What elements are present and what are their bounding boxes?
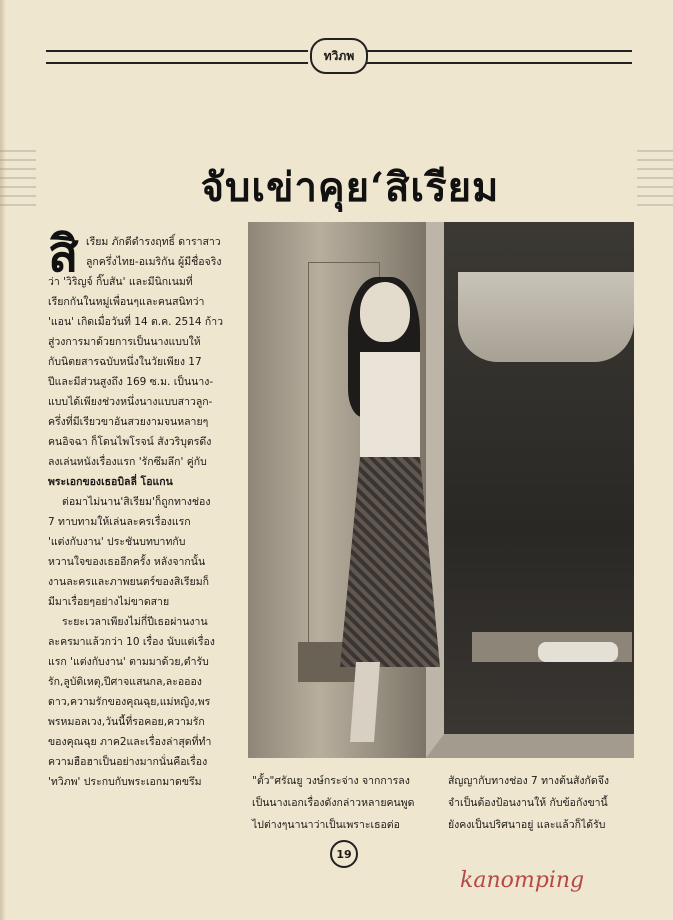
body-line: ปีและมีส่วนสูงถึง 169 ซ.ม. เป็นนาง- <box>48 376 214 388</box>
body-line: แรก 'แต่งกับงาน' ตามมาด้วย,ตำรับ <box>48 656 209 668</box>
article-headline: จับเข่าคุย‘สิเรียม <box>200 164 500 211</box>
body-line: มีมาเรื่อยๆอย่างไม่ขาดสาย <box>48 596 170 608</box>
photo-figure-top <box>360 352 420 462</box>
photo-figure-face <box>360 282 410 342</box>
watermark: kanomping <box>460 868 585 893</box>
continued-text-column-a <box>252 770 442 836</box>
body-line: หวานใจของเธออีกครั้ง หลังจากนั้น <box>48 556 206 568</box>
text-line: "ตั้ว"ศรัณยู วงษ์กระจ่าง จากการลง <box>252 775 410 787</box>
body-line: พรหมอลเวง,วันนี้ที่รอคอย,ความรัก <box>48 716 205 728</box>
body-line: พระเอกของเธอบิลลี่ โอแกน <box>48 476 173 488</box>
body-line: ครึ่งที่มีเรียวขาอันสวยงามจนหลายๆ <box>48 416 209 428</box>
header-rule-right <box>366 50 632 64</box>
body-line: รัก,ลูบัติเหตุ,ปีศาจแสนกล,ละอออง <box>48 676 202 688</box>
text-line: สัญญากับทางช่อง 7 ทางต้นสังกัดจึง <box>448 775 610 787</box>
page-number: 19 <box>330 840 358 868</box>
body-line: ลงเล่นหนังเรื่องแรก 'รักซึมลึก' คู่กับ <box>48 456 207 468</box>
body-line: ความฮือฮาเป็นอย่างมากนั่นคือเรื่อง <box>48 756 208 768</box>
photo-pillow <box>538 642 618 662</box>
body-line: ของคุณฉุย ภาค2และเรื่องล่าสุดที่ทำ <box>48 736 212 748</box>
article-body-column <box>48 232 244 792</box>
body-line: 'แอน' เกิดเมื่อวันที่ 14 ต.ค. 2514 ก้าว <box>48 316 224 328</box>
drop-cap: สิ <box>48 224 79 283</box>
article-photo <box>248 222 634 758</box>
body-line: 7 ทาบทามให้เล่นละครเรื่องแรก <box>48 516 191 528</box>
continued-text-column-b <box>448 770 638 836</box>
section-logo: ทวิภพ <box>310 38 368 74</box>
body-line: 'ทวิภพ' ประกบกับพระเอกมาดขรึม <box>48 776 202 788</box>
body-line: ต่อมาไม่นาน'สิเรียม'ก็ถูกทางช่อง <box>62 496 211 508</box>
header-rule-left <box>46 50 308 64</box>
body-line: ว่า 'วิริญจ์ กิ๊บสัน' และมีนิกเนมที่ <box>48 276 193 288</box>
photo-bed-canopy <box>458 272 634 362</box>
text-line: เป็นนางเอกเรื่องดังกล่าวหลายคนพูด <box>252 797 415 809</box>
body-line: แบบได้เพียงช่วงหนึ่งนางแบบสาวลูก- <box>48 396 213 408</box>
page-edge <box>0 0 6 920</box>
body-line: คนอิจฉา ก็โดนไพโรจน์ สังวริบุตรดึง <box>48 436 212 448</box>
intro-line: ลูกครึ่งไทย-อเมริกัน ผู้มีชื่อจริง <box>86 256 222 268</box>
body-line: เรียกกันในหมู่เพื่อนๆและคนสนิทว่า <box>48 296 205 308</box>
bleed-through-left <box>0 150 36 210</box>
body-line: สู่วงการมาด้วยการเป็นนางแบบให้ <box>48 336 201 348</box>
body-line: ระยะเวลาเพียงไม่กี่ปีเธอผ่านงาน <box>62 616 208 628</box>
body-line: ดาว,ความรักของคุณฉุย,แม่หญิง,พร <box>48 696 211 708</box>
intro-line: เรียม ภักดีดำรงฤทธิ์ ดาราสาว <box>86 236 221 248</box>
body-line: กับนิตยสารฉบับหนึ่งในวัยเพียง 17 <box>48 356 202 368</box>
bleed-through-right <box>637 150 673 210</box>
text-line: ยังคงเป็นปริศนาอยู่ และแล้วก็ได้รับ <box>448 819 606 831</box>
body-line: 'แต่งกับงาน' ประชันบทบาทกับ <box>48 536 186 548</box>
body-line: งานละครและภาพยนตร์ของสิเรียมก็ <box>48 576 209 588</box>
text-line: ไปต่างๆนานาว่าเป็นเพราะเธอต่อ <box>252 819 400 831</box>
body-line: ละครมาแล้วกว่า 10 เรื่อง นับแต่เรื่อง <box>48 636 215 648</box>
text-line: จำเป็นต้องป้อนงานให้ กับข้อกังขานี้ <box>448 797 608 809</box>
